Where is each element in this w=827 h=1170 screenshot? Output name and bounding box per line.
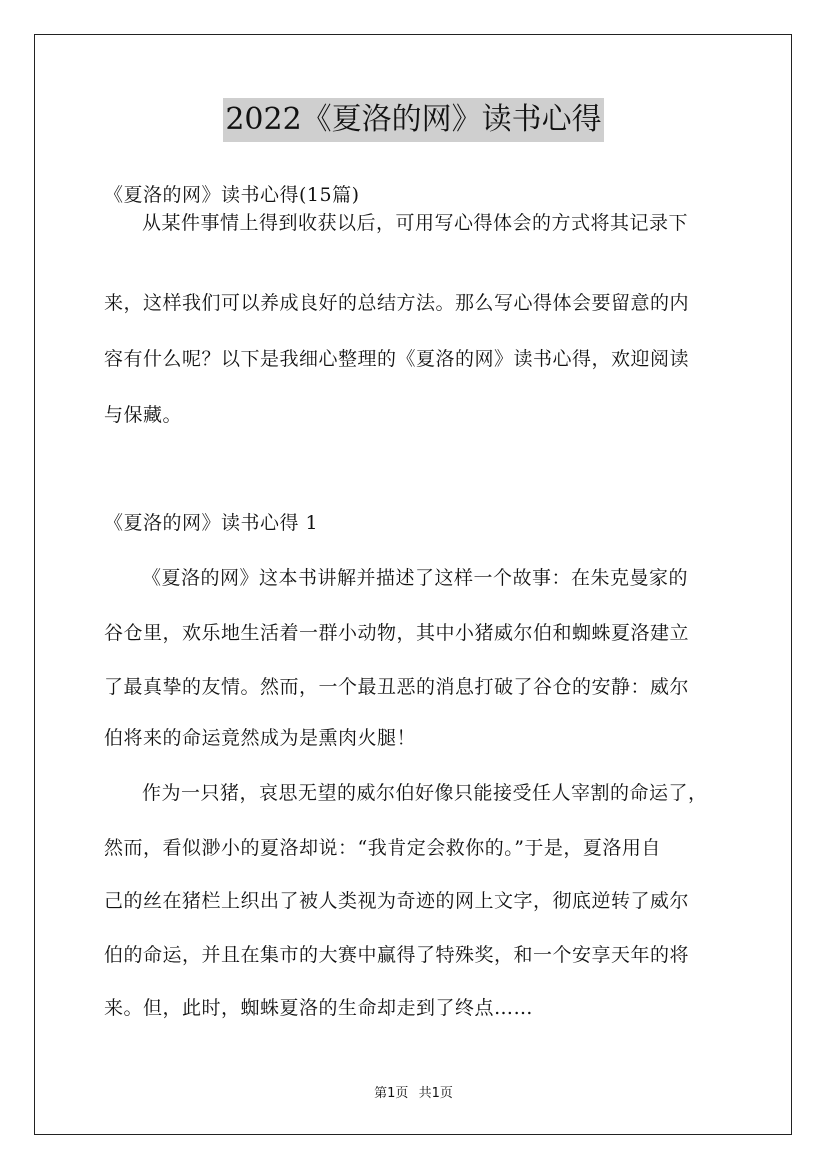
paragraph-line: 然而，看似渺小的夏洛却说：“我肯定会救你的。”于是，夏洛用自 xyxy=(104,837,661,859)
paragraph-line: 作为一只猪，哀思无望的威尔伯好像只能接受任人宰割的命运了， xyxy=(142,782,708,804)
paragraph-line: 《夏洛的网》这本书讲解并描述了这样一个故事：在朱克曼家的 xyxy=(142,567,689,589)
paragraph-line: 了最真挚的友情。然而，一个最丑恶的消息打破了谷仓的安静：威尔 xyxy=(104,676,690,698)
section-heading: 《夏洛的网》读书心得 1 xyxy=(104,512,319,534)
intro-line: 来，这样我们可以养成良好的总结方法。那么写心得体会要留意的内 xyxy=(104,292,690,314)
document-subtitle: 《夏洛的网》读书心得(15篇) xyxy=(104,184,360,206)
paragraph-line: 谷仓里，欢乐地生活着一群小动物，其中小猪威尔伯和蜘蛛夏洛建立 xyxy=(104,622,690,644)
page-number: 第1页 xyxy=(374,1086,409,1101)
document-title: 2022《夏洛的网》读书心得 xyxy=(223,98,603,142)
page-footer xyxy=(0,1082,827,1101)
paragraph-line: 来。但，此时，蜘蛛夏洛的生命却走到了终点…… xyxy=(104,997,534,1019)
intro-line: 容有什么呢？以下是我细心整理的《夏洛的网》读书心得，欢迎阅读 xyxy=(104,348,690,370)
paragraph-line: 伯将来的命运竟然成为是熏肉火腿！ xyxy=(104,727,417,749)
page-total: 共1页 xyxy=(418,1086,453,1101)
paragraph-line: 伯的命运，并且在集市的大赛中赢得了特殊奖，和一个安享天年的将 xyxy=(104,944,690,966)
paragraph-line: 己的丝在猪栏上织出了被人类视为奇迹的网上文字，彻底逆转了威尔 xyxy=(104,890,690,912)
intro-line: 与保藏。 xyxy=(104,404,183,426)
title-block xyxy=(0,98,827,142)
intro-line: 从某件事情上得到收获以后，可用写心得体会的方式将其记录下 xyxy=(142,212,689,234)
